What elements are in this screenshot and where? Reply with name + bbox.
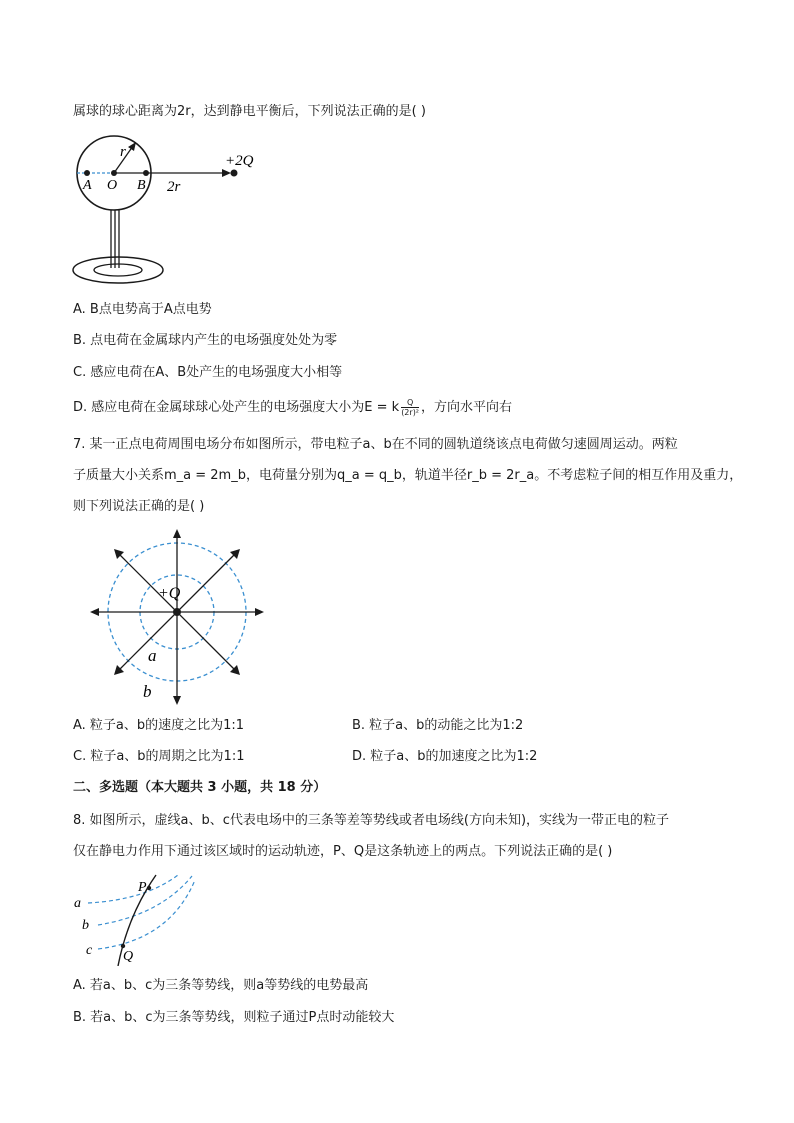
q8-option-b: B. 若a、b、c为三条等势线，则粒子通过P点时动能较大 <box>73 1010 395 1025</box>
svg-text:Q: Q <box>123 949 134 964</box>
point-Q <box>121 944 125 948</box>
q6-intro-line: 属球的球心距离为2r，达到静电平衡后，下列说法正确的是( ) <box>73 104 426 119</box>
svg-text:c: c <box>86 943 93 958</box>
q6-option-d-suffix: ，方向水平向右 <box>421 400 513 415</box>
q6-option-c: C. 感应电荷在A、B处产生的电场强度大小相等 <box>73 365 343 380</box>
q7-option-d: D. 粒子a、b的加速度之比为1:2 <box>352 749 538 764</box>
q6-option-d <box>73 398 512 417</box>
q8-option-a: A. 若a、b、c为三条等势线，则a等势线的电势最高 <box>73 978 369 993</box>
q6-option-d-prefix: D. 感应电荷在金属球球心处产生的电场强度大小为E = k <box>73 400 400 415</box>
q7-field-figure <box>85 525 265 710</box>
svg-text:P: P <box>138 880 147 895</box>
svg-text:+Q: +Q <box>158 585 181 602</box>
section-heading-multiple-choice: 二、多选题（本大题共 3 小题，共 18 分） <box>73 780 327 795</box>
svg-text:+2Q: +2Q <box>225 153 254 169</box>
center-charge <box>173 608 181 616</box>
svg-text:b: b <box>143 682 152 701</box>
q7-line1: 7. 某一正点电荷周围电场分布如图所示，带电粒子a、b在不同的圆轨道绕该点电荷做匀速圆周运动。两粒 <box>73 437 678 452</box>
q6-sphere-figure <box>70 128 270 288</box>
point-P <box>147 886 151 890</box>
q6-option-d-fraction: $\frac{Q}{\text{(2r)²}}$ <box>401 398 420 417</box>
q7-option-c: C. 粒子a、b的周期之比为1:1 <box>73 749 245 764</box>
q6-option-b: B. 点电荷在金属球内产生的电场强度处处为零 <box>73 333 338 348</box>
q8-trajectory-figure <box>70 870 210 966</box>
svg-text:2r: 2r <box>167 179 181 195</box>
svg-text:a: a <box>148 646 157 665</box>
svg-text:b: b <box>82 918 89 933</box>
q8-line2: 仅在静电力作用下通过该区域时的运动轨迹，P、Q是这条轨迹上的两点。下列说法正确的是( ) <box>73 844 613 859</box>
point-charge <box>231 170 238 177</box>
point-O <box>111 170 117 176</box>
stand-base <box>73 257 163 283</box>
q7-line2: 子质量大小关系m_a = 2m_b，电荷量分别为q_a = q_b，轨道半径r_b = 2r_a。不考虑粒子间的相互作用及重力， <box>73 468 743 483</box>
q7-option-a: A. 粒子a、b的速度之比为1:1 <box>73 718 245 733</box>
svg-text:a: a <box>74 896 81 911</box>
line-a <box>88 875 178 903</box>
q8-line1: 8. 如图所示，虚线a、b、c代表电场中的三条等差等势线或者电场线(方向未知)，实线为一带正电的粒子 <box>73 813 670 828</box>
svg-text:B: B <box>137 178 146 193</box>
svg-text:O: O <box>107 178 118 193</box>
q7-line3: 则下列说法正确的是( ) <box>73 499 205 514</box>
point-A <box>84 170 90 176</box>
svg-text:A: A <box>83 178 92 193</box>
svg-text:r: r <box>120 144 126 160</box>
point-B <box>143 170 149 176</box>
q6-option-a: A. B点电势高于A点电势 <box>73 302 212 317</box>
q7-option-b: B. 粒子a、b的动能之比为1:2 <box>352 718 524 733</box>
